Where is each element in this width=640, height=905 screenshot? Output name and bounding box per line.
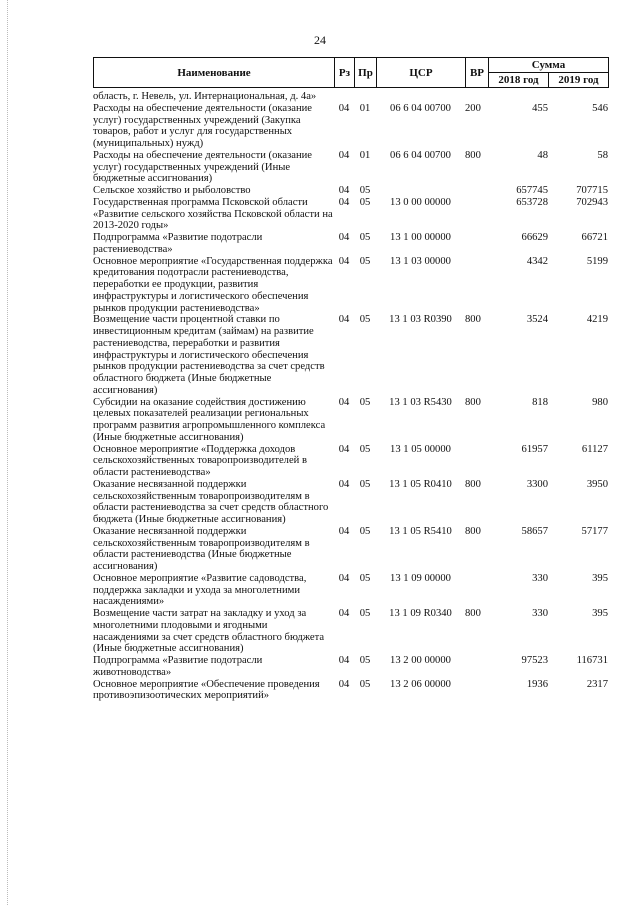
- row-sum-2018: 97523: [521, 655, 548, 666]
- row-sum-2019: 3950: [586, 478, 608, 490]
- row-pr: 05: [359, 443, 371, 455]
- row-pr: 05: [359, 678, 371, 690]
- row-csr: 13 1 09 00000: [390, 572, 451, 584]
- row-csr: 13 1 05 R0410: [389, 478, 452, 490]
- budget-table: [93, 91, 608, 702]
- row-vr: 800: [465, 608, 481, 619]
- row-sum-2019: 66721: [581, 232, 608, 243]
- header-vr: ВР: [466, 58, 489, 88]
- row-pr: 05: [359, 572, 371, 584]
- row-sum-2018: 1936: [526, 678, 548, 690]
- table-row: [93, 256, 608, 315]
- header-sum: Сумма: [489, 58, 609, 73]
- row-sum-2018: 61957: [521, 443, 548, 455]
- row-csr: 13 1 03 R0390: [389, 314, 452, 326]
- row-csr: 06 6 04 00700: [390, 102, 451, 114]
- table-row: [93, 397, 608, 444]
- row-vr: 800: [465, 396, 481, 408]
- row-pr: 05: [359, 608, 371, 619]
- row-sum-2018: 3524: [526, 314, 548, 326]
- table-row: [93, 479, 608, 526]
- row-pr: 01: [359, 102, 371, 114]
- row-csr: 13 1 09 R0340: [389, 608, 452, 619]
- row-rz: 04: [338, 185, 350, 196]
- row-pr: [354, 91, 376, 103]
- row-rz: 04: [338, 149, 350, 161]
- row-sum-2019: 2317: [586, 678, 608, 690]
- row-rz: 04: [338, 478, 350, 490]
- row-csr: 06 6 04 00700: [390, 149, 451, 161]
- header-pr: Пр: [355, 58, 377, 88]
- row-sum-2019: 5199: [586, 255, 608, 267]
- row-sum-2019: [548, 91, 608, 103]
- row-pr: 05: [359, 185, 371, 196]
- row-vr: 800: [465, 525, 481, 537]
- table-row: [93, 91, 608, 103]
- table-row: [93, 185, 608, 197]
- row-pr: 05: [359, 478, 371, 490]
- row-vr: [465, 197, 488, 232]
- table-row: [93, 103, 608, 150]
- table-row: [93, 197, 608, 232]
- row-vr: 200: [465, 102, 481, 114]
- row-pr: 05: [359, 232, 371, 243]
- header-csr: ЦСР: [377, 58, 466, 88]
- row-rz: 04: [338, 572, 350, 584]
- row-rz: 04: [338, 678, 350, 690]
- row-rz: 04: [338, 396, 350, 408]
- table-row: [93, 655, 608, 679]
- row-name: Оказание несвязанной поддержки сельскохозяйственным товаропроизводителям в области растениеводства за счет средств областного бюджета (Иные бюджетные ассигнования): [93, 478, 329, 525]
- table-row: [93, 526, 608, 573]
- row-sum-2019: 395: [592, 572, 608, 584]
- row-sum-2018: 66629: [521, 232, 548, 243]
- table-row: [93, 608, 608, 655]
- header-year-2018: 2018 год: [489, 73, 549, 88]
- scan-edge: [7, 0, 8, 905]
- row-csr: 13 1 03 00000: [390, 255, 451, 267]
- row-vr: [465, 256, 488, 315]
- row-name: Расходы на обеспечение деятельности (оказание услуг) государственных учреждений (Закупка товаров, работ и услуг для государственных (муниципальных) нужд): [93, 102, 312, 149]
- row-rz: 04: [338, 102, 350, 114]
- row-csr: 13 1 05 R5410: [389, 525, 452, 537]
- row-csr: [376, 185, 465, 197]
- table-row: [93, 150, 608, 185]
- row-sum-2018: 653728: [516, 196, 548, 208]
- row-pr: 05: [359, 255, 371, 267]
- row-rz: 04: [338, 232, 350, 243]
- row-sum-2019: 58: [597, 149, 608, 161]
- row-csr: 13 2 06 00000: [390, 678, 451, 690]
- row-csr: 13 1 03 R5430: [389, 396, 452, 408]
- table-header: [93, 57, 609, 88]
- row-sum-2019: 702943: [576, 196, 608, 208]
- row-name: область, г. Невель, ул. Интернациональная, д. 4а»: [93, 91, 317, 102]
- row-vr: [465, 444, 488, 479]
- row-sum-2018: 818: [532, 396, 548, 408]
- row-sum-2018: [488, 91, 548, 103]
- row-name: Основное мероприятие «Обеспечение проведения противоэпизоотических мероприятий»: [93, 678, 320, 702]
- row-sum-2019: 980: [592, 396, 608, 408]
- row-sum-2019: 61127: [581, 443, 608, 455]
- row-vr: 800: [465, 149, 481, 161]
- row-csr: 13 1 00 00000: [390, 232, 451, 243]
- row-sum-2018: 330: [532, 608, 548, 619]
- row-sum-2019: 395: [592, 608, 608, 619]
- table-row: [93, 314, 608, 396]
- row-vr: [465, 679, 488, 703]
- row-name: Подпрограмма «Развитие подотрасли растениеводства»: [93, 232, 263, 255]
- row-name: Возмещение части затрат на закладку и уход за многолетними плодовыми и ягодными насаждениями за счет средств областного бюджета (Иные бюджетные ассигнования): [93, 608, 325, 655]
- row-pr: 05: [359, 525, 371, 537]
- row-vr: [465, 232, 488, 256]
- row-csr: 13 2 00 00000: [390, 655, 451, 666]
- row-sum-2018: 330: [532, 572, 548, 584]
- row-pr: 05: [359, 314, 371, 326]
- row-sum-2019: 4219: [586, 314, 608, 326]
- table-row: [93, 573, 608, 608]
- row-sum-2018: 657745: [516, 185, 548, 196]
- row-vr: [465, 91, 488, 103]
- table-row: [93, 679, 608, 703]
- row-pr: 05: [359, 655, 371, 666]
- row-csr: 13 0 00 00000: [390, 196, 451, 208]
- row-name: Основное мероприятие «Поддержка доходов сельскохозяйственных товаропроизводителей в области растениеводства»: [93, 443, 307, 478]
- row-name: Основное мероприятие «Развитие садоводства, поддержка закладки и ухода за многолетними насаждениями»: [93, 572, 307, 608]
- row-sum-2019: 546: [592, 102, 608, 114]
- row-vr: 800: [465, 478, 481, 490]
- row-name: Возмещение части процентной ставки по инвестиционным кредитам (займам) на развитие растениеводства, переработки и развития инфраструктуры и логистического обеспечения рынков продукции растениеводства за счет средств областного бюджета (Иные бюджетные ассигнования): [93, 314, 325, 396]
- page-number: 24: [314, 33, 326, 47]
- row-rz: [334, 91, 354, 103]
- row-sum-2018: 455: [532, 102, 548, 114]
- row-name: Субсидии на оказание содействия достижению целевых показателей реализации региональных программ развития агропромышленного комплекса (Иные бюджетные ассигнования): [93, 396, 326, 443]
- row-sum-2018: 58657: [521, 525, 548, 537]
- row-pr: 05: [359, 396, 371, 408]
- header-rz: Рз: [335, 58, 355, 88]
- row-name: Оказание несвязанной поддержки сельскохозяйственным товаропроизводителям в области растениеводства (Иные бюджетные ассигнования): [93, 525, 310, 572]
- row-sum-2019: 707715: [576, 185, 608, 196]
- table-row: [93, 232, 608, 256]
- row-vr: [465, 185, 488, 197]
- row-rz: 04: [338, 443, 350, 455]
- row-name: Государственная программа Псковской области «Развитие сельского хозяйства Псковской области на 2013-2020 годы»: [93, 196, 333, 232]
- row-rz: 04: [338, 255, 350, 267]
- row-rz: 04: [338, 314, 350, 326]
- row-name: Сельское хозяйство и рыболовство: [93, 185, 251, 196]
- row-rz: 04: [338, 525, 350, 537]
- row-sum-2018: 3300: [526, 478, 548, 490]
- row-vr: [465, 573, 488, 608]
- row-csr: 13 1 05 00000: [390, 443, 451, 455]
- row-pr: 01: [359, 149, 371, 161]
- row-name: Основное мероприятие «Государственная поддержка кредитования подотрасли растениеводства, переработки ее продукции, развития инфраструктуры и логистического обеспечения рынков продукции растениеводства»: [93, 255, 333, 314]
- header-name: Наименование: [94, 58, 335, 88]
- row-vr: [465, 655, 488, 679]
- header-year-2019: 2019 год: [549, 73, 609, 88]
- row-sum-2019: 57177: [581, 525, 608, 537]
- row-csr: [376, 91, 465, 103]
- row-sum-2018: 4342: [526, 255, 548, 267]
- row-rz: 04: [338, 196, 350, 208]
- table-row: [93, 444, 608, 479]
- row-rz: 04: [338, 608, 350, 619]
- row-name: Подпрограмма «Развитие подотрасли животноводства»: [93, 655, 263, 678]
- row-pr: 05: [359, 196, 371, 208]
- row-sum-2018: 48: [537, 149, 548, 161]
- row-name: Расходы на обеспечение деятельности (оказание услуг) государственных учреждений (Иные бюджетные ассигнования): [93, 149, 312, 185]
- row-rz: 04: [338, 655, 350, 666]
- row-sum-2019: 116731: [576, 655, 608, 666]
- row-vr: 800: [465, 314, 481, 326]
